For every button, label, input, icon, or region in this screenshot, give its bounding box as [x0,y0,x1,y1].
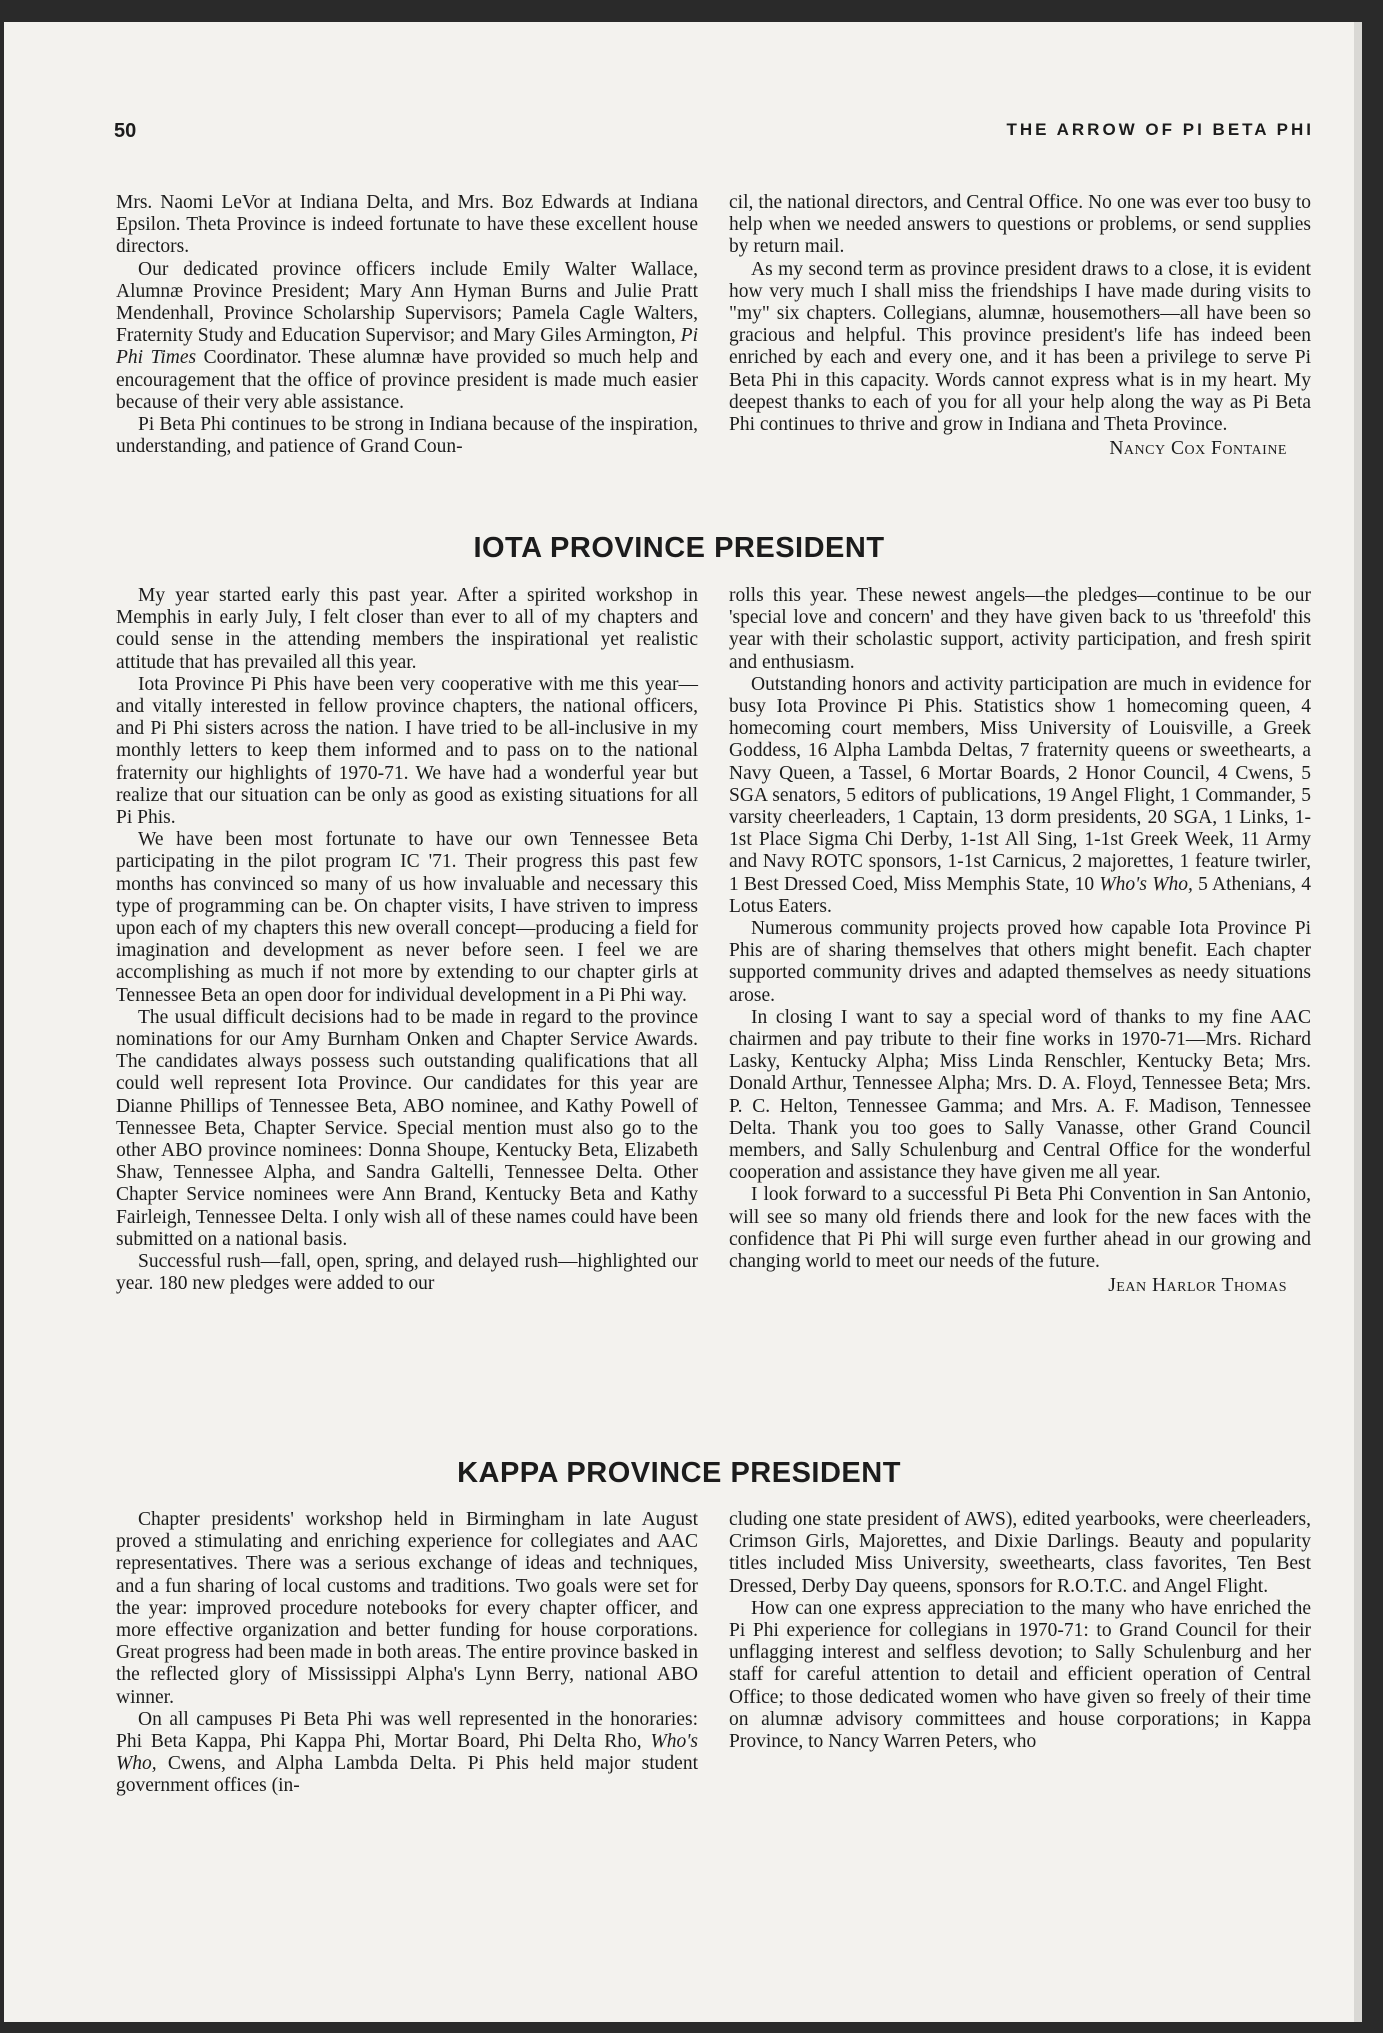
paragraph: rolls this year. These newest angels—the pledges—continue to be our 'special love and concern' and they have given back to us 'threefold' this year with their scholastic support, activity participation, and fresh spirit and enthusiasm. [729,585,1311,673]
paragraph: Numerous community projects proved how capable Iota Province Pi Phis are of sharing themselves that others might benefit. Each chapter supported community drives and adapted themselves as needy situations arose. [729,918,1311,1006]
iota-section-heading: IOTA PROVINCE PRESIDENT [473,532,885,564]
paragraph: On all campuses Pi Beta Phi was well represented in the honoraries: Phi Beta Kappa, Phi Kappa Phi, Mortar Board, Phi Delta Rho, Who's Who, Cwens, and Alpha Lambda Delta. Pi Phis held major student government offices (in- [116,1708,699,1797]
kappa-right-column [729,1509,1311,1753]
paragraph: cil, the national directors, and Central Office. No one was ever too busy to help when we needed answers to questions or problems, or send supplies by return mail. [729,192,1311,258]
page-header [114,120,1314,150]
kappa-section-heading: KAPPA PROVINCE PRESIDENT [457,1457,901,1489]
theta-right-column [729,192,1311,460]
paragraph: We have been most fortunate to have our own Tennessee Beta participating in the pilot program IC '71. Their progress this past few months has convinced so many of us how invaluable and necessary this type of programming can be. On chapter visits, I have striven to impress upon each of my chapters this new overall concept—producing a field for imagination and development as never before seen. I feel we are accomplishing as much if not more by extending to our chapter girls at Tennessee Beta an open door for individual development in a Pi Phi way. [116,829,698,1006]
paragraph: Our dedicated province officers include Emily Walter Wallace, Alumnæ Province President; Mary Ann Hyman Burns and Julie Pratt Mendenhall, Province Scholarship Supervisors; Pamela Cagle Walters, Fraternity Study and Education Supervisor; and Mary Giles Armington, Pi Phi Times Coordinator. These alumnæ have provided so much help and encouragement that the office of province president is made much easier because of their very able assistance. [116,258,699,413]
iota-right-column [729,585,1311,1298]
paragraph: Pi Beta Phi continues to be strong in Indiana because of the inspiration, understanding, and patience of Grand Coun- [116,414,698,458]
paragraph: As my second term as province president draws to a close, it is evident how very much I shall miss the friendships I have made during visits to "my" six chapters. Collegians, alumnæ, housemothers—all have been so gracious and helpful. This province president's life has indeed been enriched by each and every one, and it has been a privilege to serve Pi Beta Phi in this capacity. Words cannot express what is in my heart. My deepest thanks to each of you for all your help along the way as Pi Beta Phi continues to thrive and grow in Indiana and Theta Province. [729,258,1311,436]
paragraph: Mrs. Naomi LeVor at Indiana Delta, and Mrs. Boz Edwards at Indiana Epsilon. Theta Province is indeed fortunate to have these excellent house directors. [116,192,698,258]
page-number: 50 [114,120,137,142]
publication-title: Pi Phi Times [116,325,699,369]
paragraph: My year started early this past year. After a spirited workshop in Memphis in early July, I felt closer than ever to all of my chapters and could sense in the attending members the inspirational yet realistic attitude that has prevailed all this year. [116,585,698,673]
signature: Nancy Cox Fontaine [1109,438,1287,460]
publication-title: Who's Who, [1099,873,1193,895]
paragraph: The usual difficult decisions had to be made in regard to the province nominations for our Amy Burnham Onken and Chapter Service Awards. The candidates always possess such outstanding qualifications that all could well represent Iota Province. Our candidates for this year are Dianne Phillips of Tennessee Beta, ABO nominee, and Kathy Powell of Tennessee Beta, Chapter Service. Special mention must also go to the other ABO province nominees: Donna Shoupe, Kentucky Beta, Elizabeth Shaw, Tennessee Alpha, and Sandra Galtelli, Tennessee Delta. Other Chapter Service nominees were Ann Brand, Kentucky Beta and Kathy Fairleigh, Tennessee Delta. I only wish all of these names could have been submitted on a national basis. [116,1006,698,1250]
paragraph: Iota Province Pi Phis have been very cooperative with me this year—and vitally interested in fellow province chapters, the national officers, and Pi Phi sisters across the nation. I have tried to be all-inclusive in my monthly letters to keep them informed and to pass on to the national fraternity our highlights of 1970-71. We have had a wonderful year but realize that our situation can be only as good as existing situations for all Pi Phis. [116,673,698,829]
magazine-page [4,22,1362,2022]
paragraph: In closing I want to say a special word of thanks to my fine AAC chairmen and pay tribute to their fine works in 1970-71—Mrs. Richard Lasky, Kentucky Alpha; Miss Linda Renschler, Kentucky Beta; Mrs. Donald Arthur, Tennessee Alpha; Mrs. D. A. Floyd, Tennessee Beta; Mrs. P. C. Helton, Tennessee Gamma; and Mrs. A. F. Madison, Tennessee Delta. Thank you too goes to Sally Vanasse, other Grand Council members, and Sally Schulenburg and Central Office for the wonderful cooperation and assistance they have given me all year. [729,1006,1311,1184]
running-title: THE ARROW OF PI BETA PHI [1006,120,1314,139]
paragraph: I look forward to a successful Pi Beta Phi Convention in San Antonio, will see so many old friends there and look for the new faces with the confidence that Pi Phi will surge even further ahead in our growing and changing world to meet our needs of the future. [729,1184,1311,1273]
iota-left-column [116,585,698,1296]
signature: Jean Harlor Thomas [1108,1275,1287,1297]
paragraph: How can one express appreciation to the many who have enriched the Pi Phi experience for collegians in 1970-71: to Grand Council for their unflagging interest and selfless devotion; to Sally Schulenburg and her staff for careful attention to detail and efficient operation of Central Office; to those dedicated women who have given so freely of their time on alumnæ advisory committees and house corporations; in Kappa Province, to Nancy Warren Peters, who [729,1597,1311,1753]
kappa-left-column [116,1509,698,1798]
theta-left-column [116,192,698,458]
publication-title: Who's Who, [116,1731,699,1775]
paragraph: Outstanding honors and activity participation are much in evidence for busy Iota Province Pi Phis. Statistics show 1 homecoming queen, 4 homecoming court members, Miss University of Louisville, a Greek Goddess, 16 Alpha Lambda Deltas, 7 fraternity queens or sweethearts, a Navy Queen, a Tassel, 6 Mortar Boards, 2 Honor Council, 4 Cwens, 5 SGA senators, 5 editors of publications, 19 Angel Flight, 1 Commander, 5 varsity cheerleaders, 1 Captain, 13 dorm presidents, 20 SGA, 1 Links, 1-1st Place Sigma Chi Derby, 1-1st All Sing, 1-1st Greek Week, 11 Army and Navy ROTC sponsors, 1-1st Carnicus, 2 majorettes, 1 feature twirler, 1 Best Dressed Coed, Miss Memphis State, 10 Who's Who, 5 Athenians, 4 Lotus Eaters. [729,673,1312,917]
paragraph: Successful rush—fall, open, spring, and delayed rush—highlighted our year. 180 new pledges were added to our [116,1251,698,1295]
paragraph: Chapter presidents' workshop held in Birmingham in late August proved a stimulating and enriching experience for collegiates and AAC representatives. There was a serious exchange of ideas and techniques, and a fun sharing of local customs and traditions. Two goals were set for the year: improved procedure notebooks for every chapter officer, and more effective organization and better funding for house corporations. Great progress had been made in both areas. The entire province basked in the reflected glory of Mississippi Alpha's Lynn Berry, national ABO winner. [116,1509,698,1708]
paragraph: cluding one state president of AWS), edited yearbooks, were cheerleaders, Crimson Girls, Majorettes, and Dixie Darlings. Beauty and popularity titles included Miss University, sweethearts, class favorites, Ten Best Dressed, Derby Day queens, sponsors for R.O.T.C. and Angel Flight. [729,1509,1311,1597]
